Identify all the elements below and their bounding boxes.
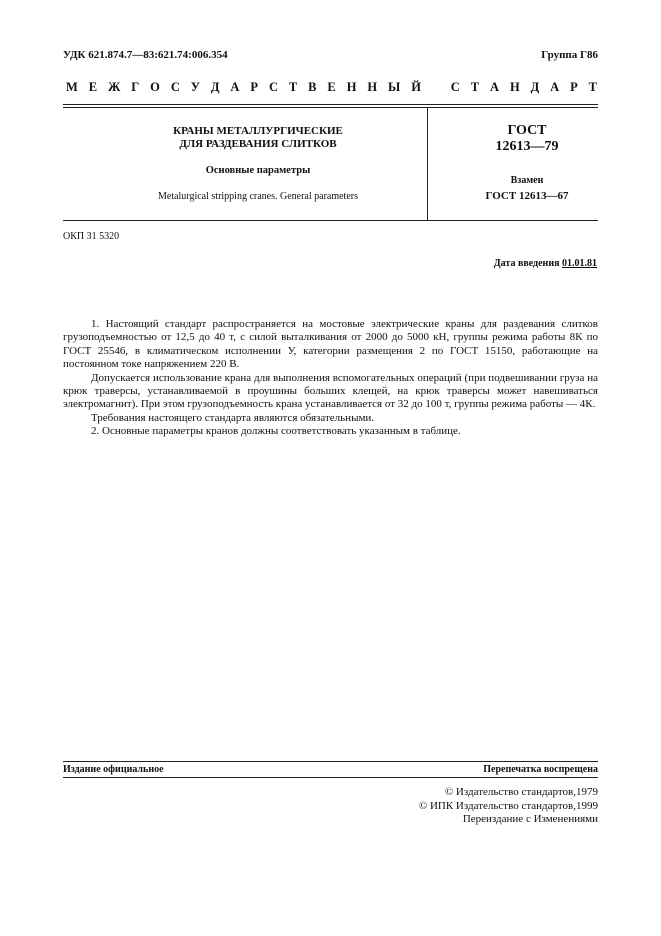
heading-letter: Н: [367, 80, 378, 94]
heading-letter: Р: [570, 80, 578, 94]
footer-rule: [63, 761, 598, 762]
intro-date: [494, 258, 597, 269]
replaces-label: Взамен: [510, 175, 544, 186]
heading-letter: Д: [210, 80, 220, 94]
heading-word-gap: [432, 80, 440, 95]
heading-letter: О: [150, 80, 160, 94]
header-second-rule: [63, 107, 598, 108]
heading-letter: А: [550, 80, 560, 94]
heading-letter: Ы: [388, 80, 401, 94]
intro-date-label: Дата введения: [493, 258, 560, 269]
heading-letter: Н: [509, 80, 520, 94]
header-top-rule: [63, 104, 598, 105]
document-title-line1: КРАНЫ МЕТАЛЛУРГИЧЕСКИЕ: [173, 125, 343, 137]
gost-number: 12613—79: [495, 139, 559, 154]
heading-letter: Е: [88, 80, 98, 94]
heading-letter: Е: [327, 80, 336, 94]
replaces-code: ГОСТ 12613—67: [485, 190, 569, 202]
document-title-line2: ДЛЯ РАЗДЕВАНИЯ СЛИТКОВ: [179, 138, 337, 150]
english-title: Metalurgical stripping cranes. General parameters: [157, 191, 358, 202]
document-subtitle: Основные параметры: [205, 165, 311, 176]
heading-letter: С: [268, 80, 278, 94]
gost-block: [472, 123, 582, 202]
title-divider: [427, 108, 428, 220]
copyright-block: [419, 786, 598, 827]
heading-letter: В: [308, 80, 317, 94]
footer-bottom-rule: [63, 777, 598, 778]
heading-letter: Р: [250, 80, 259, 94]
heading-letter: А: [490, 80, 500, 94]
heading-letter: Д: [530, 80, 540, 94]
heading-letter: Г: [131, 80, 140, 94]
udk-code: УДК 621.874.7—83:621.74:006.354: [63, 49, 228, 61]
heading-letter: А: [230, 80, 240, 94]
heading-letter: Ж: [108, 80, 121, 94]
paragraph-3: Требования настоящего стандарта являются обязательными.: [91, 411, 375, 424]
heading-letter: С: [450, 80, 460, 94]
reissue-note: Переиздание с Изменениями: [462, 813, 598, 825]
paragraph-1: 1. Настоящий стандарт распространяется на мостовые электрические краны для раздевания слитков грузоподъемностью от 12,5 до 40 т, с силой выталкивания от 2000 до 5000 кН, группы режима работы 8К по ГОСТ 25546, в климатическом исполнении У, категории размещения 2 по ГОСТ 15150, работающие на постоянном токе напряжением 220 В.: [63, 318, 598, 371]
intro-date-value: 01.01.81: [562, 258, 597, 269]
heading-letter: Й: [411, 80, 421, 94]
paragraph-2: Допускается использование крана для выполнения вспомогательных операций (при подвешивании груза на крюк траверсы, устанавливаемой в проушины больших клещей, на крюк траверсы может навешиваться электромагнит). При этом грузоподъемность крана устанавливается от 32 до 100 т, группы режима работы — 4К.: [63, 371, 598, 411]
heading-letter: Т: [288, 80, 298, 94]
interstate-standard-heading: [66, 80, 597, 95]
heading-letter: Н: [346, 80, 357, 94]
heading-letter: С: [170, 80, 180, 94]
gost-label: ГОСТ: [507, 123, 547, 138]
reprint-prohibited: Перепечатка воспрещена: [483, 764, 598, 775]
title-block-bottom-rule: [63, 220, 598, 221]
group-code: Группа Г86: [541, 49, 598, 61]
heading-letter: У: [190, 80, 200, 94]
official-edition: Издание официальное: [63, 764, 164, 775]
copyright-1999: © ИПК Издательство стандартов,1999: [418, 799, 598, 812]
okp-code: ОКП 31 5320: [63, 231, 120, 242]
heading-letter: М: [66, 80, 78, 94]
body-text: [63, 318, 598, 439]
title-block: [148, 125, 368, 202]
copyright-1979: © Издательство стандартов,1979: [444, 786, 598, 798]
paragraph-4: 2. Основные параметры кранов должны соответствовать указанным в таблице.: [91, 425, 461, 438]
heading-letter: Т: [588, 80, 597, 94]
heading-letter: Т: [470, 80, 480, 94]
